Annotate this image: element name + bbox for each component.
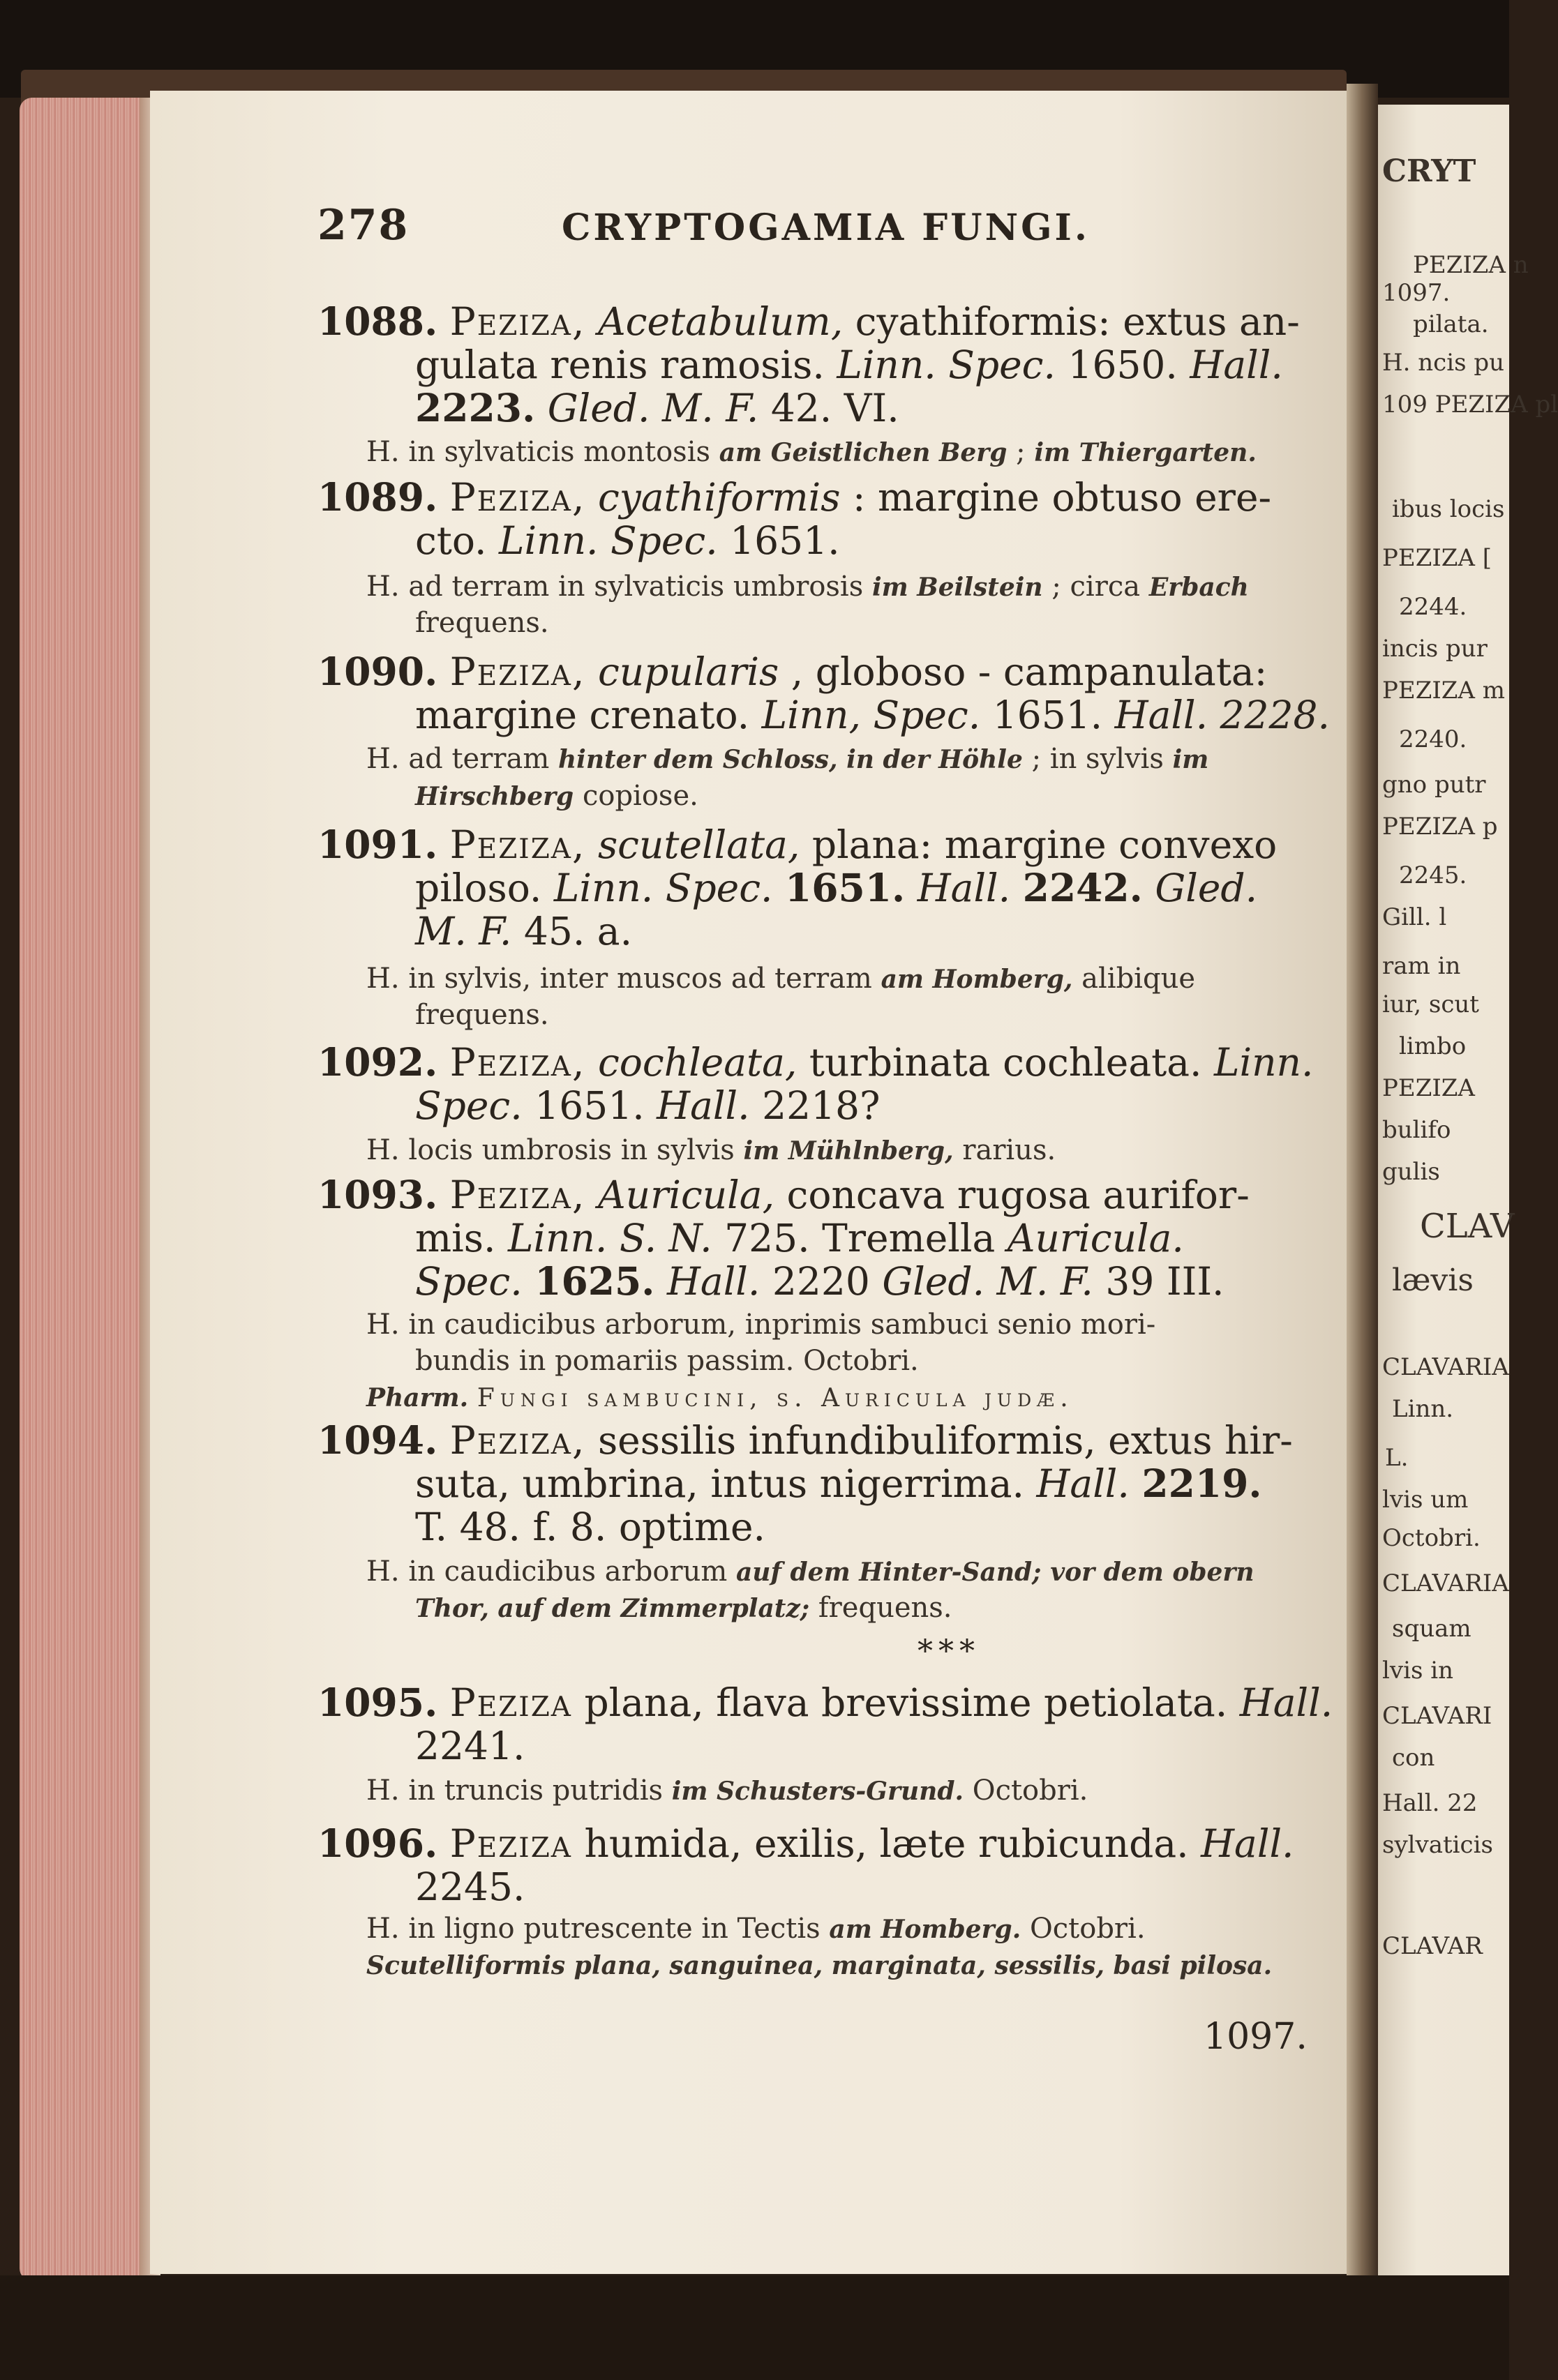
entry-1095-habitat	[366, 1775, 1088, 1807]
genus: Peziza,	[449, 1040, 586, 1085]
species: Auricula.	[1007, 1216, 1184, 1260]
species: Auricula,	[597, 1173, 775, 1217]
next-page-fragment: PEZIZA [	[1382, 544, 1492, 572]
next-page-fragment: Octobri.	[1382, 1524, 1481, 1552]
next-page-fragment: pilata.	[1413, 310, 1489, 338]
next-page-fragment: CRYT	[1382, 153, 1476, 189]
description: gulata renis ramosis.	[415, 342, 825, 387]
entry-1092-line-1	[317, 1041, 1313, 1084]
entry-1088-habitat	[366, 436, 1257, 468]
habitat-text: H. in caudicibus arborum	[366, 1556, 728, 1588]
entry-1094-line-2	[415, 1462, 1262, 1505]
entry-1089-line-2	[415, 519, 840, 562]
reference: Hall. 2228.	[1114, 693, 1331, 737]
next-page-fragment: 109 PEZIZA pl	[1382, 391, 1558, 419]
reference: Linn, Spec.	[761, 693, 981, 737]
next-page-fragment: PEZIZA	[1382, 1074, 1475, 1102]
locality: am Geistlichen Berg	[719, 438, 1008, 467]
habitat-text: H. in sylvaticis montosis	[366, 436, 711, 468]
reference: Hall.	[1190, 342, 1283, 387]
entry-1088-line-3	[415, 386, 899, 430]
description: suta, umbrina, intus nigerrima.	[415, 1461, 1024, 1506]
genus-alt: Tremella	[822, 1216, 996, 1260]
entry-number: 1092.	[317, 1039, 438, 1085]
locality: im Mühlnberg,	[743, 1136, 954, 1166]
genus: Peziza,	[449, 649, 586, 694]
next-page-fragment: bulifo	[1382, 1116, 1451, 1144]
species: scutellata,	[597, 822, 800, 867]
next-page-fragment: ram in	[1382, 952, 1461, 980]
next-page-fragment: lvis um	[1382, 1486, 1469, 1514]
entry-number: 1094.	[317, 1417, 438, 1463]
reference: Linn. Spec.	[553, 866, 773, 910]
habitat-text: rarius.	[962, 1134, 1056, 1166]
locality: Thor, auf dem Zimmerplatz;	[415, 1594, 810, 1623]
reference: Linn.	[1214, 1040, 1314, 1085]
description: cyathiformis: extus an-	[855, 299, 1300, 344]
description: humida, exilis, læte rubicunda.	[584, 1821, 1189, 1866]
ref-number: 39 III.	[1105, 1259, 1224, 1304]
page-block-edge	[20, 98, 152, 2281]
next-page-fragment: gno putr	[1382, 771, 1486, 799]
next-page-fragment: PEZIZA n	[1413, 251, 1529, 279]
entry-1090-habitat-1	[366, 743, 1208, 775]
next-page-fragment: CLAVARI	[1382, 1702, 1492, 1730]
entry-number: 1089.	[317, 474, 438, 520]
entry-1093-line-1	[317, 1173, 1250, 1217]
ref-number: 2219.	[1141, 1461, 1262, 1506]
entry-1093-habitat-1: H. in caudicibus arborum, inprimis sambuci senio mori-	[366, 1309, 1156, 1341]
entry-1091-line-2	[415, 866, 1257, 910]
reference: Hall.	[1036, 1461, 1130, 1506]
entry-1089-line-1	[317, 476, 1271, 519]
synonym-note: Scutelliformis plana, sanguinea, marginata, sessilis, basi pilosa.	[366, 1951, 1273, 1980]
entry-1088-line-1	[317, 300, 1300, 343]
entry-1096-line-2: 2245.	[415, 1865, 525, 1909]
next-page-fragment: 2244.	[1399, 593, 1467, 621]
description: concava rugosa aurifor-	[786, 1173, 1250, 1217]
habitat-text: frequens.	[818, 1592, 952, 1624]
entry-1093-habitat-2: bundis in pomariis passim. Octobri.	[415, 1345, 919, 1377]
entry-1088-line-2	[415, 343, 1283, 386]
next-page-fragment: CLAVAR	[1382, 1932, 1483, 1960]
genus: Peziza,	[449, 299, 586, 344]
ref-number: 1651.	[730, 518, 840, 563]
entry-1091-habitat-1	[366, 963, 1195, 995]
entry-1096-habitat	[366, 1913, 1146, 1945]
next-page-fragment: squam	[1392, 1615, 1471, 1643]
entry-number: 1088.	[317, 299, 438, 344]
description: plana: margine convexo	[811, 822, 1278, 867]
description: margine crenato.	[415, 693, 750, 737]
adjacent-page-strip	[1378, 105, 1558, 2281]
pharm-label: Pharm.	[366, 1383, 469, 1413]
entry-1091-line-3	[415, 910, 632, 953]
habitat-text: Octobri.	[972, 1775, 1088, 1807]
next-page-fragment: con	[1392, 1744, 1435, 1772]
ref-number: 2218?	[762, 1083, 881, 1128]
habitat-text: H. locis umbrosis in sylvis	[366, 1134, 735, 1166]
locality: auf dem Hinter-Sand;	[735, 1558, 1042, 1587]
habitat-text: ; circa	[1051, 571, 1141, 603]
entry-1090-habitat-2	[415, 780, 698, 812]
description: plana, flava brevissime petiolata.	[584, 1680, 1228, 1725]
reference: Linn. S. N.	[507, 1216, 712, 1260]
habitat-text: H. in truncis putridis	[366, 1775, 664, 1807]
species: cochleata,	[597, 1040, 797, 1085]
next-page-fragment: gulis	[1382, 1158, 1440, 1186]
entry-1093-pharmacy	[366, 1381, 1074, 1413]
next-page-fragment: H. ncis pu	[1382, 349, 1504, 377]
entry-number: 1090.	[317, 649, 438, 694]
description: mis.	[415, 1216, 496, 1260]
habitat-text: ; in sylvis	[1031, 743, 1164, 775]
next-page-fragment: 2245.	[1399, 861, 1467, 889]
next-page-fragment: Hall. 22	[1382, 1789, 1478, 1817]
entry-number: 1096.	[317, 1821, 438, 1866]
ref-number: 2223.	[415, 385, 536, 430]
ref-number: 1651.	[534, 1083, 645, 1128]
genus: Peziza,	[449, 475, 586, 520]
entry-1091-line-1	[317, 823, 1277, 866]
entry-1094-line-1	[317, 1419, 1293, 1462]
habitat-text: Octobri.	[1029, 1913, 1146, 1945]
genus: Peziza,	[449, 1418, 586, 1463]
next-page-fragment: Gill. l	[1382, 903, 1447, 931]
next-page-fragment: CLAVARIA	[1382, 1569, 1509, 1597]
entry-1094-habitat-2	[415, 1592, 952, 1624]
next-page-fragment: sylvaticis	[1382, 1831, 1493, 1859]
genus: Peziza	[449, 1680, 572, 1725]
reference: Gled. M. F.	[547, 386, 759, 430]
habitat-text: H. ad terram	[366, 743, 550, 775]
description: sessilis infundibuliformis, extus hir-	[597, 1418, 1293, 1463]
locality: vor dem obern	[1050, 1558, 1254, 1587]
species: cupularis	[597, 649, 779, 694]
reference: M. F.	[415, 909, 512, 954]
next-page-fragment: lvis in	[1382, 1657, 1453, 1685]
section-divider-stars: ***	[917, 1634, 980, 1669]
reference: Gled.	[1155, 866, 1258, 910]
locality: hinter dem Schloss, in der Höhle	[557, 745, 1023, 774]
book-page	[150, 91, 1361, 2274]
locality: im	[1172, 745, 1209, 774]
reference: Spec.	[415, 1083, 523, 1128]
next-page-fragment: limbo	[1399, 1032, 1467, 1060]
reference: Hall.	[917, 866, 1011, 910]
habitat-text: copiose.	[582, 780, 698, 812]
description: turbinata cochleata.	[809, 1040, 1202, 1085]
habitat-text: H. in ligno putrescente in Tectis	[366, 1913, 821, 1945]
entry-1093-line-3	[415, 1260, 1224, 1303]
locality: im Thiergarten.	[1034, 438, 1257, 467]
entry-number: 1091.	[317, 822, 438, 867]
reference: Hall.	[657, 1083, 750, 1128]
species: Acetabulum,	[597, 299, 844, 344]
ref-number: 2220	[772, 1259, 870, 1304]
genus: Peziza,	[449, 822, 586, 867]
locality: am Homberg,	[881, 965, 1073, 994]
ref-number: 1651.	[784, 865, 906, 910]
entry-1094-line-3: T. 48. f. 8. optime.	[415, 1505, 766, 1549]
entry-1095-line-2: 2241.	[415, 1724, 525, 1768]
next-page-fragment: L.	[1385, 1444, 1409, 1472]
next-page-fragment: CLAVARIA	[1382, 1353, 1509, 1381]
locality: Hirschberg	[415, 782, 574, 811]
entry-1095-line-1	[317, 1681, 1333, 1724]
next-page-fragment: Linn.	[1392, 1395, 1454, 1423]
reference: Hall.	[666, 1259, 761, 1304]
page-number: 278	[317, 201, 410, 250]
genus: Peziza	[449, 1821, 572, 1866]
entry-1092-line-2	[415, 1084, 881, 1127]
ref-number: 725.	[724, 1216, 810, 1260]
ref-number: 45. a.	[523, 909, 633, 954]
next-page-fragment: incis pur	[1382, 635, 1488, 663]
locality: im Beilstein	[871, 573, 1043, 602]
entry-number: 1095.	[317, 1680, 438, 1725]
ref-number: 42. VI.	[770, 386, 899, 430]
reference: Linn. Spec.	[837, 342, 1056, 387]
locality: im Schusters-Grund.	[671, 1777, 964, 1806]
reference: Gled. M. F.	[882, 1259, 1093, 1304]
entry-1091-habitat-2: frequens.	[415, 999, 549, 1031]
pharm-text: Fungi sambucini, s. Auricula judæ.	[477, 1384, 1074, 1413]
catchword: 1097.	[1204, 2016, 1308, 2058]
next-page-fragment: ibus locis	[1392, 495, 1505, 523]
entry-1092-habitat	[366, 1134, 1056, 1166]
ref-number: 1651.	[992, 693, 1103, 737]
next-page-fragment: 2240.	[1399, 725, 1467, 753]
description: cto.	[415, 518, 487, 563]
reference: Hall.	[1239, 1680, 1333, 1725]
running-head: CRYPTOGAMIA FUNGI.	[562, 206, 1090, 249]
separator: ;	[1016, 436, 1026, 468]
entry-1096-line-1	[317, 1822, 1294, 1865]
next-page-fragment: PEZIZA p	[1382, 813, 1498, 841]
habitat-text: H. in sylvis, inter muscos ad terram	[366, 963, 872, 995]
entry-1089-habitat-1	[366, 571, 1249, 603]
entry-1090-line-1	[317, 650, 1267, 693]
book-gutter	[1347, 84, 1378, 2281]
next-page-fragment: PEZIZA m	[1382, 677, 1505, 705]
entry-1093-line-2	[415, 1217, 1184, 1260]
ref-number: 1625.	[534, 1258, 655, 1304]
reference: Hall.	[1201, 1821, 1294, 1866]
ref-number: 1650.	[1068, 342, 1178, 387]
reference: Linn. Spec.	[499, 518, 718, 563]
habitat-text: alibique	[1081, 963, 1196, 995]
next-page-fragment: lævis	[1392, 1263, 1474, 1298]
reference: Spec.	[415, 1259, 523, 1304]
entry-1089-habitat-2: frequens.	[415, 607, 549, 639]
entry-1094-habitat-1	[366, 1556, 1254, 1588]
entry-1090-line-2	[415, 693, 1330, 737]
next-page-fragment: 1097.	[1382, 279, 1451, 307]
page-content	[150, 91, 1361, 2274]
background-bottom	[0, 2275, 1509, 2380]
locality: Erbach	[1148, 573, 1249, 602]
species: cyathiformis	[597, 475, 841, 520]
entry-number: 1093.	[317, 1172, 438, 1217]
description: piloso.	[415, 866, 542, 910]
description: , globoso - campanulata:	[791, 649, 1268, 694]
description: : margine obtuso ere-	[852, 475, 1272, 520]
entry-1096-note	[366, 1949, 1272, 1981]
ref-number: 2242.	[1022, 865, 1143, 910]
habitat-text: H. ad terram in sylvaticis umbrosis	[366, 571, 864, 603]
genus: Peziza,	[449, 1173, 586, 1217]
next-page-fragment: iur, scut	[1382, 991, 1479, 1018]
next-page-fragment: CLAV	[1420, 1207, 1515, 1246]
locality: am Homberg.	[829, 1915, 1021, 1944]
